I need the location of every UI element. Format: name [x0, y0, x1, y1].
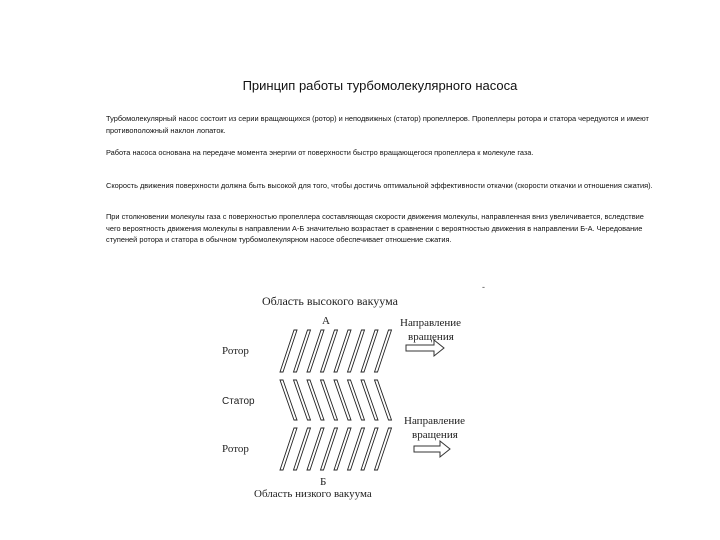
- stator-label: Статор: [222, 396, 255, 407]
- rotor-blade: [375, 428, 392, 470]
- paragraph-structure: Турбомолекулярный насос состоит из серии вращающихся (ротор) и неподвижных (статор) пропеллеров. Пропеллеры ротора и статора чередуются и имеют противоположный наклон лопаток.: [106, 114, 649, 135]
- point-a-label: А: [322, 315, 330, 327]
- rotor-blade: [348, 330, 365, 372]
- rotor-blade: [375, 330, 392, 372]
- rotor-blade: [280, 428, 297, 470]
- paragraph-principle: Работа насоса основана на передаче момента энергии от поверхности быстро вращающегося пропеллера к молекуле газа.: [106, 148, 534, 157]
- rotation-label-bottom-line2: вращения: [412, 429, 458, 441]
- rotor-blade: [348, 428, 365, 470]
- rotor-blade: [361, 330, 378, 372]
- point-b-label: Б: [320, 476, 327, 488]
- low-vacuum-label: Область низкого вакуума: [254, 488, 372, 500]
- rotor-label-top: Ротор: [222, 345, 249, 357]
- stray-mark: -: [482, 282, 485, 292]
- rotation-label-bottom-line1: Направление: [404, 415, 466, 427]
- arrow-right-icon: [414, 441, 450, 457]
- stator-blade: [307, 380, 324, 420]
- stator-blade: [294, 380, 311, 420]
- rotor-blade: [334, 428, 351, 470]
- stator-blade: [280, 380, 297, 420]
- rotor-blade: [334, 330, 351, 372]
- high-vacuum-label: Область высокого вакуума: [262, 294, 398, 308]
- rotor-blade: [294, 330, 311, 372]
- paragraph-speed: Скорость движения поверхности должна быть высокой для того, чтобы достичь оптимальной эффективности откачки (скорости откачки и отношения сжатия).: [106, 181, 653, 190]
- blade-rows: [280, 330, 392, 470]
- stator-blade: [361, 380, 378, 420]
- rotation-label-top-line1: Направление: [400, 317, 462, 329]
- rotor-blade: [321, 330, 338, 372]
- rotor-blade: [294, 428, 311, 470]
- paragraph-collision: При столкновении молекулы газа с поверхностью пропеллера составляющая скорости движения молекулы, направленная вниз увеличивается, вследствие чего вероятность движения молекулы в направлении А-Б значительно возрастает в сравнении с вероятностью движения в направлении Б-А. Чередование ступеней ротора и статора в обычном турбомолекулярном насосе обеспечивает отношение сжатия.: [106, 212, 644, 244]
- rotor-blade: [307, 330, 324, 372]
- rotor-blade: [307, 428, 324, 470]
- rotor-blade: [361, 428, 378, 470]
- rotation-label-top-line2: вращения: [408, 331, 454, 343]
- stator-blade: [334, 380, 351, 420]
- rotor-label-bottom: Ротор: [222, 443, 249, 455]
- page-title: Принцип работы турбомолекулярного насоса: [242, 78, 518, 93]
- rotor-blade: [321, 428, 338, 470]
- rotor-blade: [280, 330, 297, 372]
- stator-blade: [321, 380, 338, 420]
- stator-blade: [375, 380, 392, 420]
- stator-blade: [348, 380, 365, 420]
